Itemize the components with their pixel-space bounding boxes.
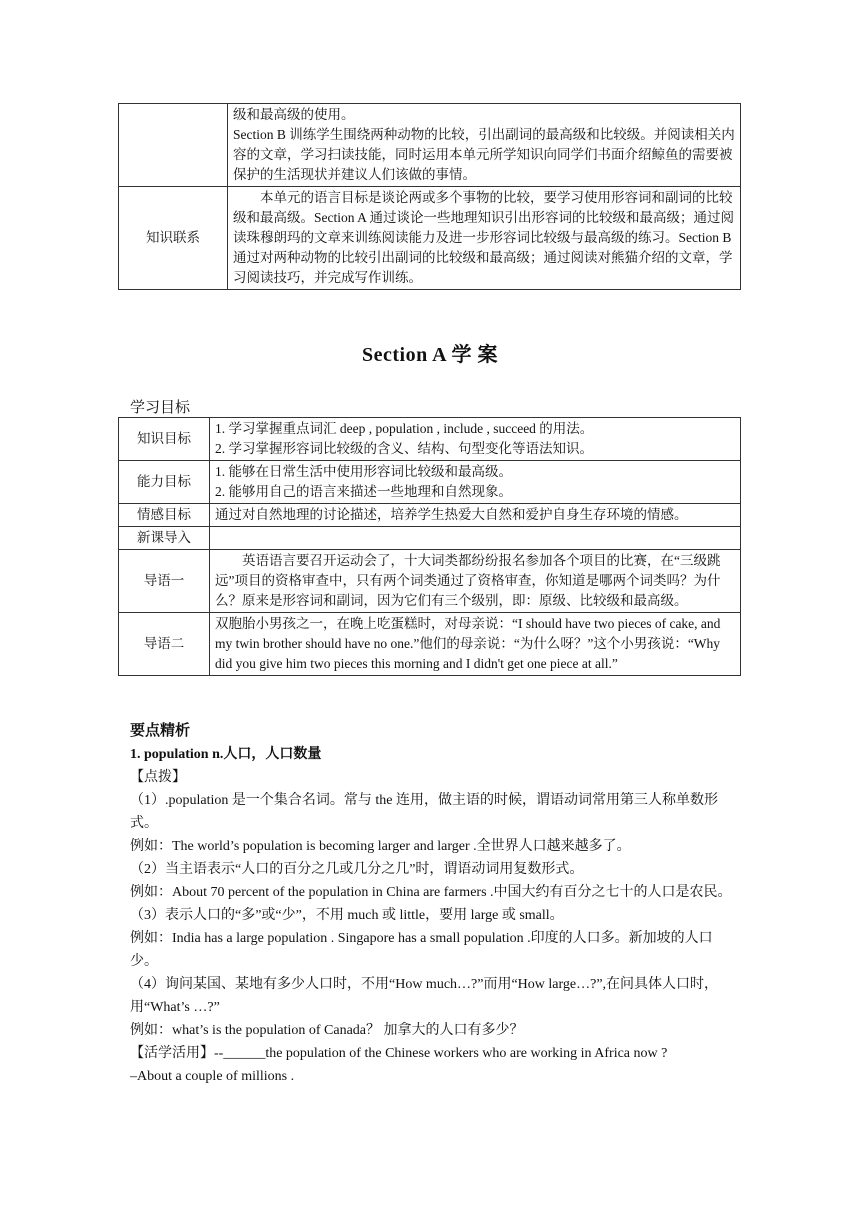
row-content xyxy=(210,418,741,461)
table-row xyxy=(119,550,741,613)
paragraph: （4）询问某国、某地有多少人口时，不用“How much…?”而用“How large…?”,在问具体人口时，用“What’s …?” xyxy=(130,977,719,1015)
table-row xyxy=(119,418,741,461)
row-line: 1. 能够在日常生活中使用形容词比较级和最高级。 xyxy=(215,464,512,479)
key-points-section xyxy=(130,720,735,1088)
row-label: 新课导入 xyxy=(119,527,210,550)
item-title: 1. population n.人口，人口数量 xyxy=(130,747,322,762)
paragraph: （2）当主语表示“人口的百分之几或几分之几”时，谓语动词用复数形式。 xyxy=(130,862,584,877)
row-content: 双胞胎小男孩之一，在晚上吃蛋糕时，对母亲说：“I should have two pieces of cake, and my twin brother should have no one.”他们的母亲说：“为什么呀？”这个小男孩说：“Why did you give him two pieces this morning and I didn't get one piece at all.” xyxy=(210,613,741,676)
row-content: 英语语言要召开运动会了，十大词类都纷纷报名参加各个项目的比赛，在“三级跳远”项目的资格审查中，只有两个词类通过了资格审查，你知道是哪两个词类吗？为什么？原来是形容词和副词，因为它们有三个级别，即：原级、比较级和最高级。 xyxy=(210,550,741,613)
row-line: Section B 训练学生围绕两种动物的比较，引出副词的最高级和比较级。并阅读相关内容的文章，学习扫读技能，同时运用本单元所学知识向同学们书面介绍鲸鱼的需要被保护的生活现状并建议人们该做的事情。 xyxy=(233,127,735,182)
row-label xyxy=(119,104,228,187)
table-row xyxy=(119,187,741,290)
paragraph: 例如：About 70 percent of the population in China are farmers .中国大约有百分之七十的人口是农民。 xyxy=(130,885,732,900)
table-row xyxy=(119,461,741,504)
row-label: 情感目标 xyxy=(119,504,210,527)
row-content xyxy=(210,461,741,504)
paragraph: 例如：what’s is the population of Canada？ 加拿大的人口有多少？ xyxy=(130,1023,524,1038)
table-row xyxy=(119,104,741,187)
row-label: 知识联系 xyxy=(119,187,228,290)
paragraph: 例如：The world’s population is becoming larger and larger .全世界人口越来越多了。 xyxy=(130,839,631,854)
goals-table xyxy=(118,417,741,676)
row-line: 2. 能够用自己的语言来描述一些地理和自然现象。 xyxy=(215,484,512,499)
paragraph: 【活学活用】--______the population of the Chinese workers who are working in Africa now ? xyxy=(130,1046,668,1061)
paragraph: 例如：India has a large population . Singapore has a small population .印度的人口多。新加坡的人口少。 xyxy=(130,931,713,969)
paragraph: –About a couple of millions . xyxy=(130,1069,295,1084)
row-content xyxy=(210,527,741,550)
row-label: 导语二 xyxy=(119,613,210,676)
row-label: 知识目标 xyxy=(119,418,210,461)
row-label: 能力目标 xyxy=(119,461,210,504)
row-content: 通过对自然地理的讨论描述，培养学生热爱大自然和爱护自身生存环境的情感。 xyxy=(210,504,741,527)
row-line: 1. 学习掌握重点词汇 deep , population , include , succeed 的用法。 xyxy=(215,421,594,436)
section-title: Section A 学 案 xyxy=(362,344,498,366)
row-content: 本单元的语言目标是谈论两或多个事物的比较，要学习使用形容词和副词的比较级和最高级。Section A 通过谈论一些地理知识引出形容词的比较级和最高级；通过阅读珠穆朗玛的文章来训练阅读能力及进一步形容词比较级与最高级的练习。Section B 通过对两种动物的比较引出副词的比较级和最高级；通过阅读对熊猫介绍的文章，学习阅读技巧，并完成写作训练。 xyxy=(228,187,741,290)
row-line: 2. 学习掌握形容词比较级的含义、结构、句型变化等语法知识。 xyxy=(215,441,593,456)
table-row xyxy=(119,504,741,527)
key-points-heading: 要点精析 xyxy=(130,723,191,739)
table-row xyxy=(119,527,741,550)
table-row xyxy=(119,613,741,676)
row-content xyxy=(228,104,741,187)
paragraph: （1）.population 是一个集合名词。常与 the 连用，做主语的时候，谓语动词常用第三人称单数形式。 xyxy=(130,793,718,831)
overview-table xyxy=(118,103,741,290)
tip-label: 【点拨】 xyxy=(130,770,186,785)
paragraph: （3）表示人口的“多”或“少”，不用 much 或 little，要用 large 或 small。 xyxy=(130,908,564,923)
row-line: 级和最高级的使用。 xyxy=(233,107,355,122)
goals-heading: 学习目标 xyxy=(130,400,191,416)
row-label: 导语一 xyxy=(119,550,210,613)
